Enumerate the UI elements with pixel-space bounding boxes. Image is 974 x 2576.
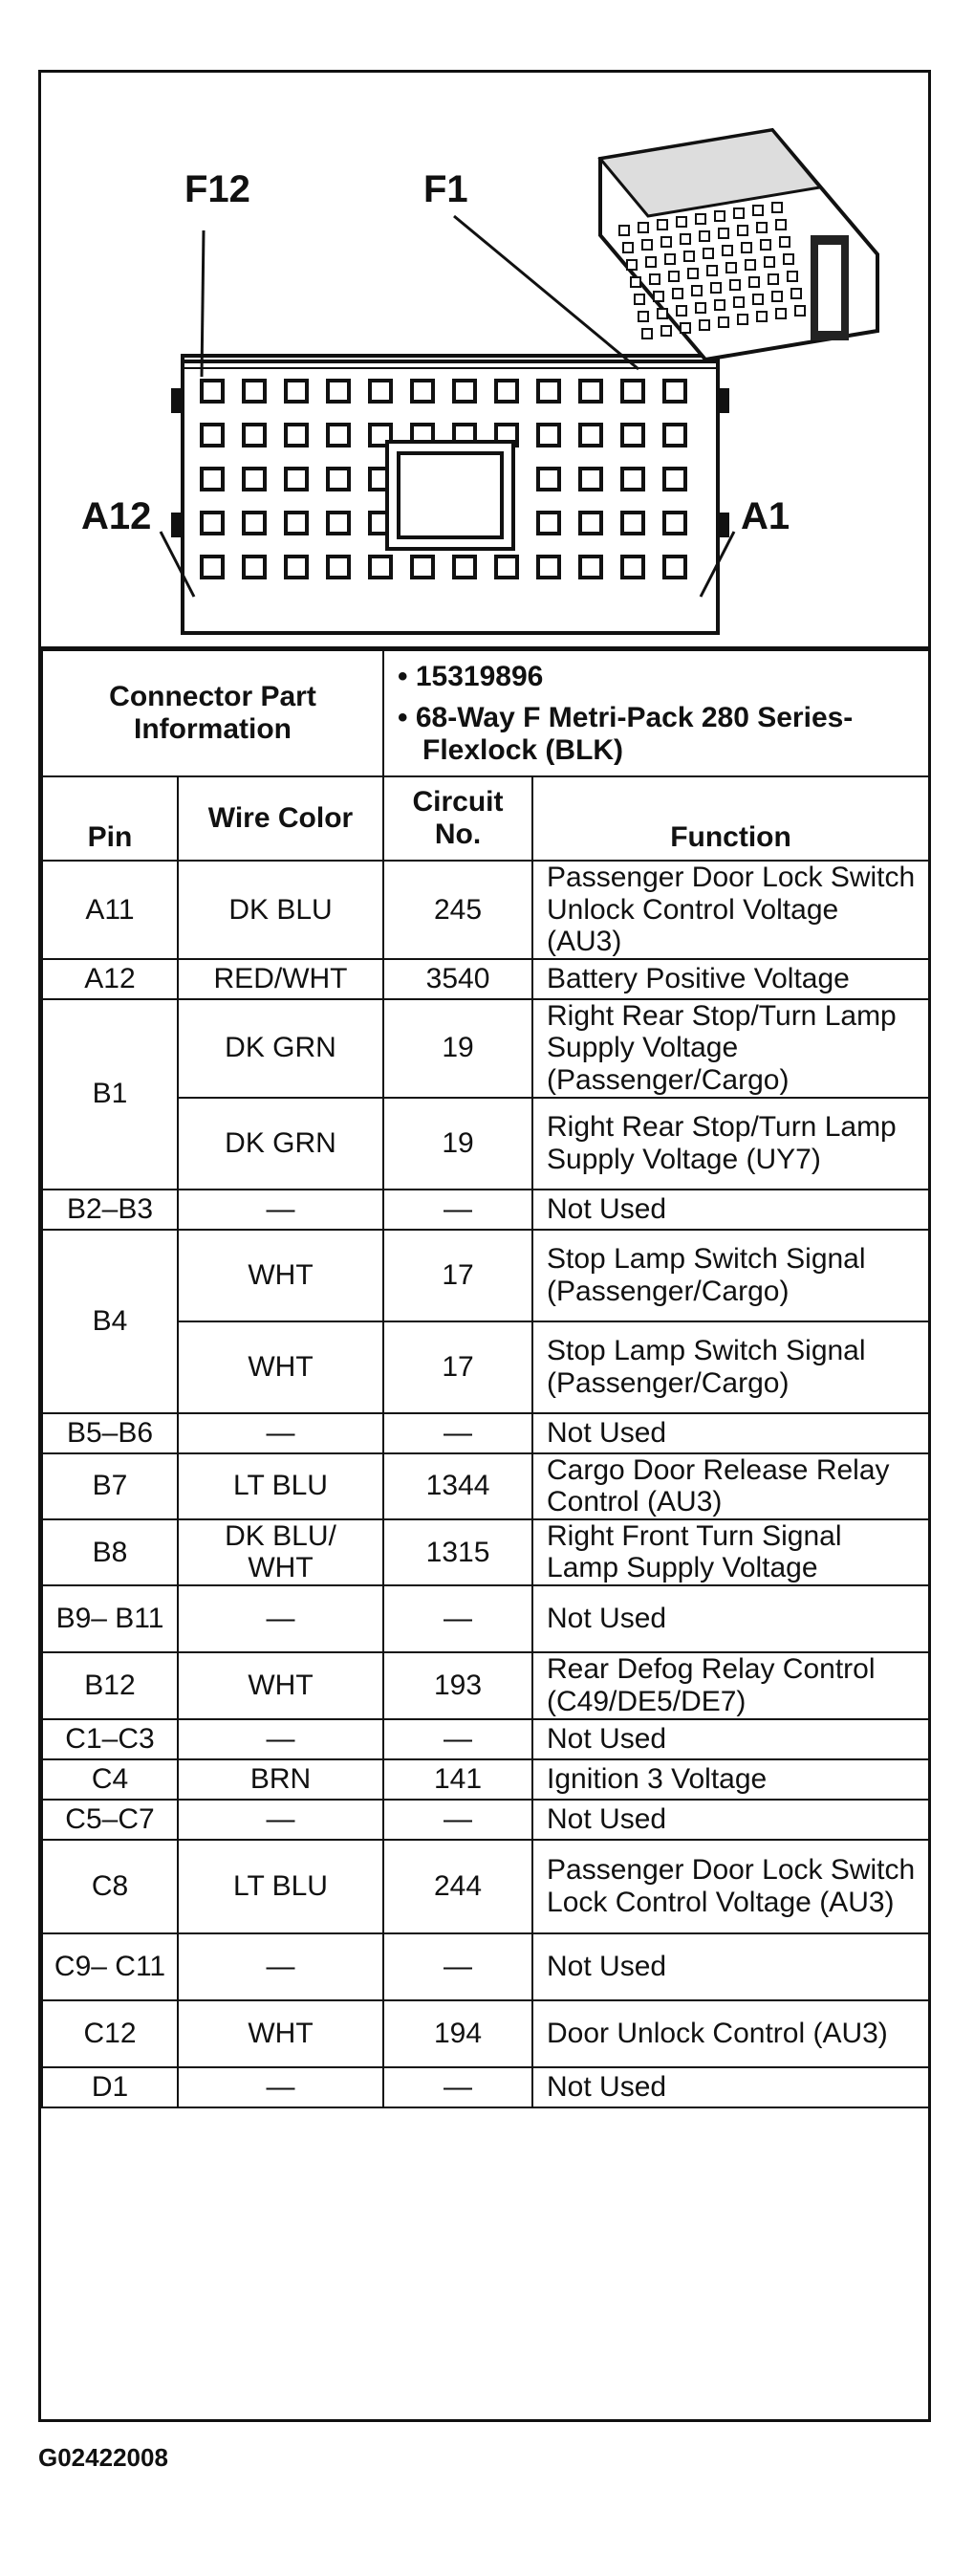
circuit-cell: 19: [383, 999, 532, 1098]
pin-cell: C1–C3: [42, 1719, 178, 1759]
connector-pin: [244, 513, 265, 534]
connector-pin: [412, 557, 433, 578]
connector-pin: [538, 469, 559, 490]
connector-pin: [244, 381, 265, 402]
pinout-table: [41, 649, 930, 2108]
function-cell: Not Used: [532, 1719, 929, 1759]
connector-pin: [286, 381, 307, 402]
connector-pin: [202, 381, 223, 402]
function-cell: Battery Positive Voltage: [532, 959, 929, 999]
connector-pin: [622, 469, 643, 490]
circuit-cell: 245: [383, 861, 532, 959]
wire-color-cell: —: [178, 1933, 383, 2000]
pin-cell: C5–C7: [42, 1800, 178, 1840]
pin-cell: B7: [42, 1453, 178, 1519]
connector-pin: [580, 469, 601, 490]
wire-color-cell: BRN: [178, 1759, 383, 1800]
function-cell: Not Used: [532, 1190, 929, 1230]
pin-cell: C4: [42, 1759, 178, 1800]
circuit-cell: 3540: [383, 959, 532, 999]
table-row: [42, 2000, 929, 2067]
circuit-cell: —: [383, 1190, 532, 1230]
table-row: [42, 1230, 929, 1321]
connector-pin: [580, 381, 601, 402]
function-cell: Not Used: [532, 1933, 929, 2000]
wire-color-cell: —: [178, 1719, 383, 1759]
table-row: [42, 999, 929, 1098]
connector-pin: [286, 513, 307, 534]
connector-pin: [664, 425, 685, 446]
connector-pin: [622, 425, 643, 446]
connector-pin: [454, 381, 475, 402]
connector-pin: [538, 513, 559, 534]
table-row: [42, 861, 929, 959]
connector-pin: [202, 557, 223, 578]
connector-3d-view: [600, 130, 877, 360]
pin-cell: B8: [42, 1519, 178, 1585]
function-cell: Not Used: [532, 1413, 929, 1453]
table-row: [42, 1413, 929, 1453]
function-cell: Passenger Door Lock Switch Lock Control Voltage (AU3): [532, 1840, 929, 1933]
wire-color-cell: WHT: [178, 2000, 383, 2067]
connector-pin: [580, 557, 601, 578]
table-row: [42, 1759, 929, 1800]
function-cell: Ignition 3 Voltage: [532, 1759, 929, 1800]
circuit-cell: —: [383, 2067, 532, 2107]
connector-pin: [412, 381, 433, 402]
connector-pin: [202, 513, 223, 534]
circuit-cell: 17: [383, 1230, 532, 1321]
circuit-cell: 141: [383, 1759, 532, 1800]
connector-pin: [328, 425, 349, 446]
function-cell: Cargo Door Release Relay Control (AU3): [532, 1453, 929, 1519]
header-pin: Pin: [42, 776, 178, 861]
circuit-cell: 1344: [383, 1453, 532, 1519]
connector-pin: [496, 381, 517, 402]
wire-color-cell: WHT: [178, 1230, 383, 1321]
figure-code: G02422008: [38, 2443, 168, 2472]
part-info-row: [42, 650, 929, 776]
circuit-cell: 17: [383, 1321, 532, 1413]
table-row: [42, 959, 929, 999]
connector-figure: [41, 73, 928, 649]
part-info-label: Connector Part Information: [42, 650, 383, 776]
pin-cell: B2–B3: [42, 1190, 178, 1230]
connector-drawing: [41, 73, 928, 646]
connector-pin: [622, 513, 643, 534]
connector-pin: [664, 469, 685, 490]
connector-pin: [370, 557, 391, 578]
function-cell: Rear Defog Relay Control (C49/DE5/DE7): [532, 1652, 929, 1719]
wire-color-cell: DK GRN: [178, 1098, 383, 1190]
connector-pin: [286, 557, 307, 578]
wire-color-cell: —: [178, 2067, 383, 2107]
wire-color-cell: —: [178, 1585, 383, 1652]
table-row: [42, 1652, 929, 1719]
connector-pin: [538, 557, 559, 578]
connector-pin: [328, 381, 349, 402]
table-row: [42, 1585, 929, 1652]
pin-cell: D1: [42, 2067, 178, 2107]
wire-color-cell: DK BLU: [178, 861, 383, 959]
connector-pin: [622, 381, 643, 402]
function-cell: Stop Lamp Switch Signal (Passenger/Cargo): [532, 1321, 929, 1413]
table-row: [42, 1840, 929, 1933]
circuit-cell: —: [383, 1413, 532, 1453]
function-cell: Stop Lamp Switch Signal (Passenger/Cargo): [532, 1230, 929, 1321]
wire-color-cell: LT BLU: [178, 1840, 383, 1933]
function-cell: Right Rear Stop/Turn Lamp Supply Voltage (UY7): [532, 1098, 929, 1190]
wire-color-cell: RED/WHT: [178, 959, 383, 999]
connector-pin: [538, 381, 559, 402]
circuit-cell: —: [383, 1933, 532, 2000]
pin-cell: A11: [42, 861, 178, 959]
pin-cell: B1: [42, 999, 178, 1190]
connector-pin: [664, 513, 685, 534]
header-function: Function: [532, 776, 929, 861]
wire-color-cell: LT BLU: [178, 1453, 383, 1519]
connector-pin: [328, 557, 349, 578]
function-cell: Door Unlock Control (AU3): [532, 2000, 929, 2067]
pin-cell: B5–B6: [42, 1413, 178, 1453]
connector-pin: [202, 469, 223, 490]
part-info-item: • 68-Way F Metri-Pack 280 Series- Flexlock (BLK): [398, 702, 854, 766]
table-row: [42, 1190, 929, 1230]
circuit-cell: —: [383, 1800, 532, 1840]
table-row: [42, 1453, 929, 1519]
table-row: [42, 1933, 929, 2000]
part-info-item: • 15319896: [398, 660, 544, 692]
wire-color-cell: —: [178, 1800, 383, 1840]
label-a12: A12: [81, 495, 152, 537]
label-f12: F12: [184, 168, 250, 210]
function-cell: Not Used: [532, 2067, 929, 2107]
header-row: [42, 776, 929, 861]
connector-pin: [286, 425, 307, 446]
connector-pin: [580, 513, 601, 534]
label-f1: F1: [423, 168, 468, 210]
pin-cell: B12: [42, 1652, 178, 1719]
table-row: [42, 2067, 929, 2107]
header-wire-color: Wire Color: [178, 776, 383, 861]
wire-color-cell: —: [178, 1413, 383, 1453]
wire-color-cell: DK BLU/ WHT: [178, 1519, 383, 1585]
wire-color-cell: WHT: [178, 1652, 383, 1719]
table-row: [42, 1800, 929, 1840]
circuit-cell: 244: [383, 1840, 532, 1933]
connector-pin: [244, 557, 265, 578]
circuit-cell: 193: [383, 1652, 532, 1719]
connector-pin: [580, 425, 601, 446]
function-cell: Passenger Door Lock Switch Unlock Control Voltage (AU3): [532, 861, 929, 959]
function-cell: Not Used: [532, 1585, 929, 1652]
circuit-cell: 194: [383, 2000, 532, 2067]
pin-cell: A12: [42, 959, 178, 999]
wire-color-cell: WHT: [178, 1321, 383, 1413]
wire-color-cell: DK GRN: [178, 999, 383, 1098]
function-cell: Right Front Turn Signal Lamp Supply Voltage: [532, 1519, 929, 1585]
pin-cell: C9– C11: [42, 1933, 178, 2000]
connector-pin: [664, 381, 685, 402]
part-info-list: [383, 650, 929, 776]
connector-pin: [202, 425, 223, 446]
pin-cell: C8: [42, 1840, 178, 1933]
circuit-cell: 1315: [383, 1519, 532, 1585]
connector-pin: [496, 557, 517, 578]
table-row: [42, 1719, 929, 1759]
pin-cell: C12: [42, 2000, 178, 2067]
function-cell: Not Used: [532, 1800, 929, 1840]
wire-color-cell: —: [178, 1190, 383, 1230]
connector-pin: [244, 425, 265, 446]
circuit-cell: 19: [383, 1098, 532, 1190]
connector-pin: [370, 381, 391, 402]
circuit-cell: —: [383, 1585, 532, 1652]
connector-pin: [244, 469, 265, 490]
connector-pin: [622, 557, 643, 578]
connector-sheet: [38, 70, 931, 2422]
connector-pin: [328, 513, 349, 534]
circuit-cell: —: [383, 1719, 532, 1759]
pin-cell: B9– B11: [42, 1585, 178, 1652]
connector-pin: [286, 469, 307, 490]
table-row: [42, 1519, 929, 1585]
connector-pin: [328, 469, 349, 490]
label-a1: A1: [741, 495, 790, 537]
pin-cell: B4: [42, 1230, 178, 1413]
connector-pin: [664, 557, 685, 578]
connector-pin: [538, 425, 559, 446]
connector-pin: [454, 557, 475, 578]
header-circuit: Circuit No.: [383, 776, 532, 861]
function-cell: Right Rear Stop/Turn Lamp Supply Voltage (Passenger/Cargo): [532, 999, 929, 1098]
